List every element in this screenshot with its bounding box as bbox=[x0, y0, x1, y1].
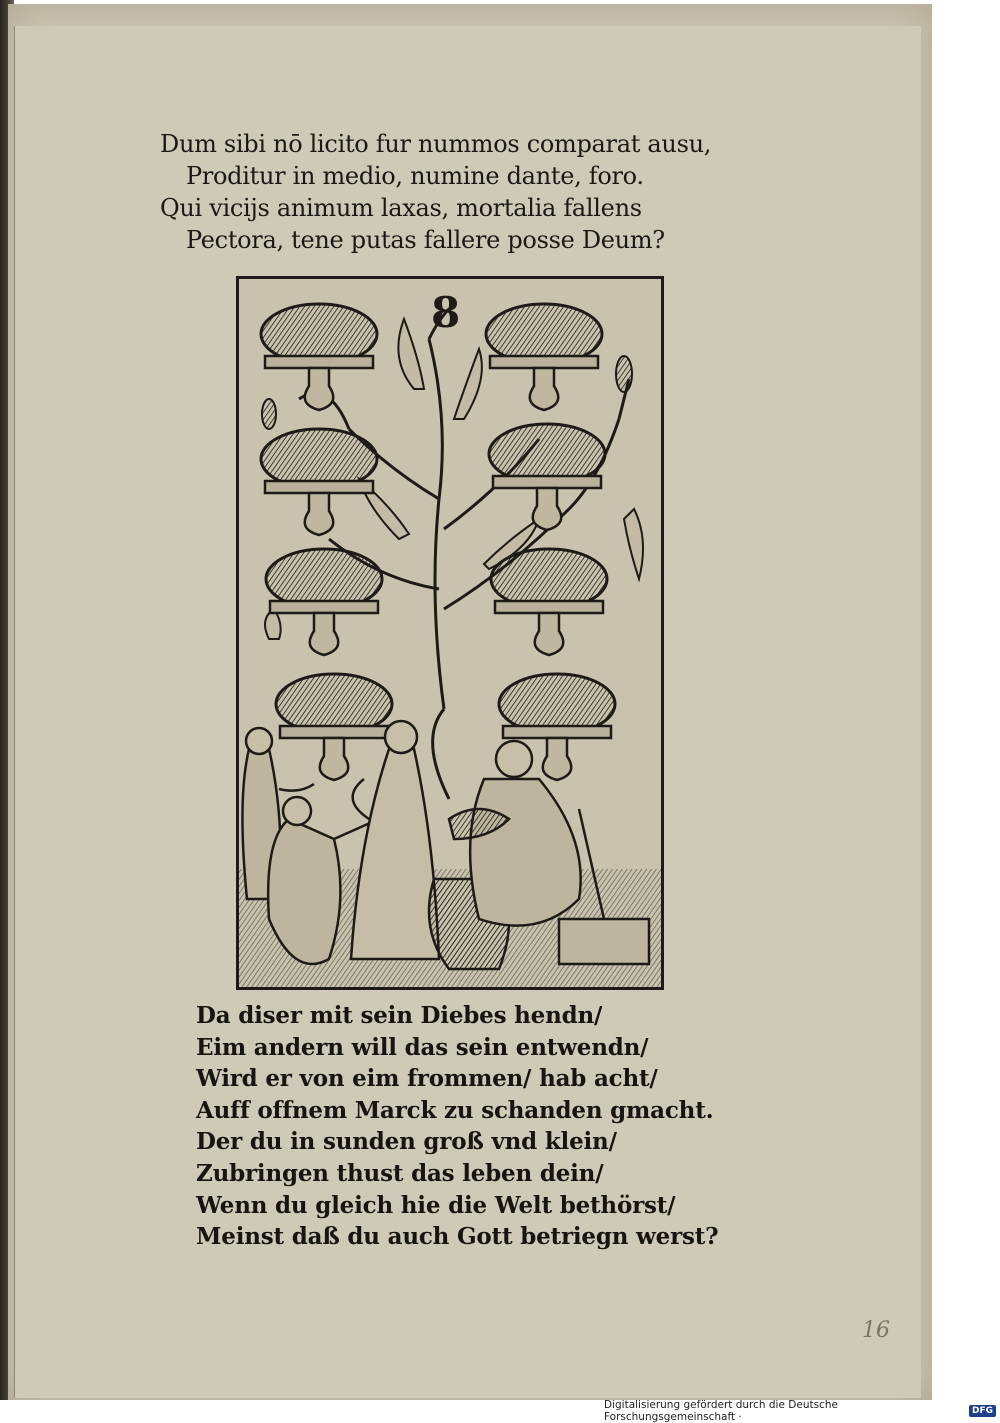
bell-1 bbox=[261, 304, 377, 410]
digitization-footer bbox=[604, 1400, 1000, 1421]
german-line-5: Der du in sunden groß vnd klein/ bbox=[196, 1128, 617, 1156]
seed-pod bbox=[262, 399, 276, 429]
folio-number: 16 bbox=[862, 1318, 890, 1343]
german-line-2: Eim andern will das sein entwendn/ bbox=[196, 1033, 649, 1061]
german-line-7: Wenn du gleich hie die Welt bethörst/ bbox=[196, 1191, 676, 1219]
german-line-3: Wird er von eim frommen/ hab acht/ bbox=[196, 1065, 658, 1093]
german-line-6: Zubringen thust das leben dein/ bbox=[196, 1159, 604, 1187]
bell-6 bbox=[491, 549, 607, 655]
latin-line-2: Proditur in medio, numine dante, foro. bbox=[186, 162, 644, 190]
dfg-logo: DFG bbox=[969, 1405, 996, 1417]
market-scene bbox=[239, 721, 661, 987]
latin-line-4: Pectora, tene putas fallere posse Deum? bbox=[186, 226, 665, 254]
german-line-1: Da diser mit sein Diebes hendn/ bbox=[196, 1002, 603, 1029]
german-line-8: Meinst daß du auch Gott betriegn werst? bbox=[196, 1223, 719, 1251]
bell-3 bbox=[261, 429, 377, 535]
german-verse bbox=[196, 1000, 756, 1253]
bell-2 bbox=[486, 304, 602, 410]
seed-pod bbox=[616, 356, 632, 392]
latin-line-3: Qui vicijs animum laxas, mortalia fallens bbox=[160, 194, 642, 222]
latin-verse bbox=[160, 128, 760, 256]
latin-line-1: Dum sibi nō licito fur nummos comparat ausu, bbox=[160, 130, 712, 158]
bell-4 bbox=[489, 424, 605, 530]
woodcut-drawing bbox=[239, 279, 661, 987]
bell-5 bbox=[266, 549, 382, 655]
woodcut-illustration bbox=[236, 276, 664, 990]
bell-7 bbox=[276, 674, 392, 780]
footer-credit: Digitalisierung gefördert durch die Deutsche Forschungsgemeinschaft · bbox=[604, 1398, 838, 1423]
german-line-4: Auff offnem Marck zu schanden gmacht. bbox=[196, 1096, 714, 1124]
card-number: 8 bbox=[431, 288, 461, 337]
